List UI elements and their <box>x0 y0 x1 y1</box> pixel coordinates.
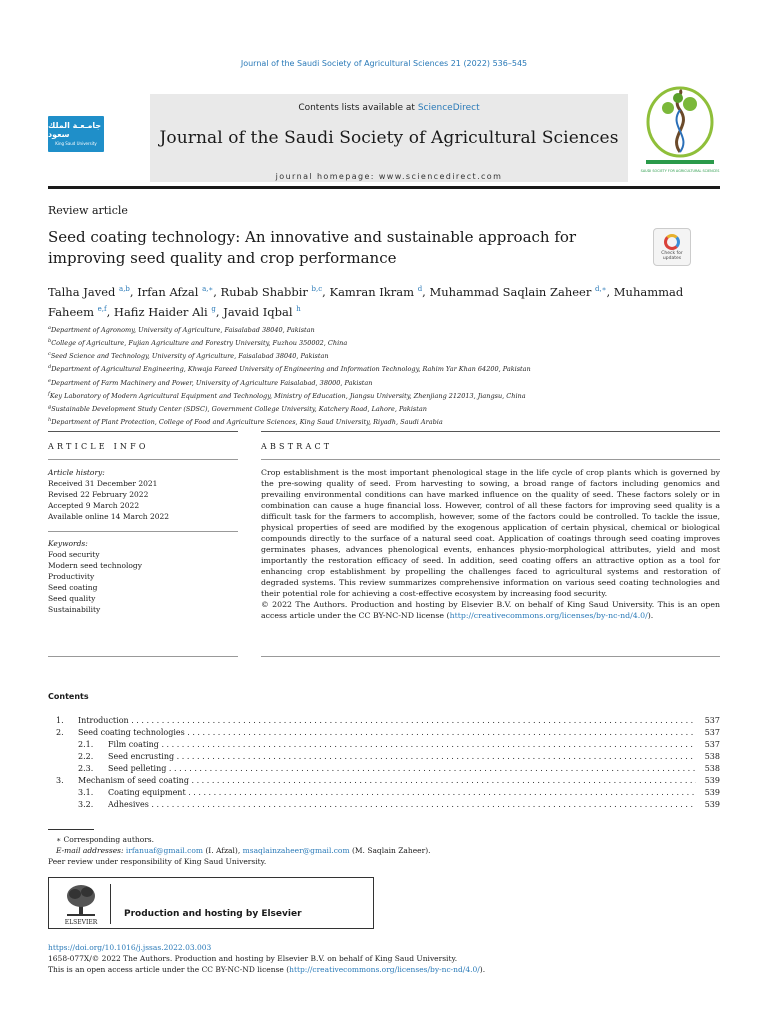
toc-entry[interactable] <box>48 775 720 787</box>
article-info-rule <box>48 431 238 432</box>
author-affiliation-marker[interactable]: d,∗ <box>595 285 607 293</box>
affiliation-item <box>48 362 720 375</box>
affiliation-marker: b <box>48 338 52 345</box>
bottom-meta <box>48 942 720 975</box>
masthead-rule <box>48 186 720 189</box>
homepage-url[interactable]: www.sciencedirect.com <box>378 172 503 181</box>
affiliation-text: College of Agriculture, Fujian Agriculture and Forestry University, Fuzhou 350002, China <box>51 339 348 348</box>
toc-number: 2. <box>56 728 64 737</box>
affiliation-marker: e <box>48 377 51 384</box>
affiliation-text: Department of Farm Machinery and Power, University of Agriculture Faisalabad, 38000, Pakistan <box>50 378 373 387</box>
keyword-item: Food security <box>48 550 100 559</box>
elsevier-logo-text: ELSEVIER <box>64 919 98 926</box>
abstract-subrule <box>261 459 720 460</box>
oa-end: ). <box>479 965 486 974</box>
toc-entry[interactable] <box>48 727 720 739</box>
abstract-heading: ABSTRACT <box>261 442 333 451</box>
toc-number: 3.2. <box>78 800 94 809</box>
affiliation-item <box>48 323 720 336</box>
open-access-line <box>48 964 720 975</box>
journal-homepage-line <box>150 172 628 181</box>
elsevier-divider <box>110 884 111 924</box>
affiliation-list <box>48 323 720 428</box>
toc-page-number: 537 <box>704 728 720 737</box>
abstract-rule <box>261 431 720 432</box>
elsevier-production-text: Production and hosting by Elsevier <box>124 909 302 919</box>
toc-page-number: 538 <box>704 764 720 773</box>
saudi-society-logo <box>638 86 722 178</box>
author-list: Talha Javed $^{a,b}$, Irfan Afzal $^{a,∗}$, Rubab Shabbir $^{b,c}$, Kamran Ikram $^d$, Muhammad Saqlain Zaheer $^{d,∗}$, Muhammad Faheem $^{e,f}$, Hafiz Haider Ali $^g$, Javaid Iqbal $^h$ <box>48 284 684 319</box>
contents-prefix: Contents lists available at <box>298 103 415 113</box>
affiliation-text: Sustainable Development Study Center (SDSC), Government College University, Katchery Road, Lahore, Pakistan <box>51 405 427 414</box>
affiliation-item <box>48 402 720 415</box>
journal-title: Journal of the Saudi Society of Agricultural Sciences <box>159 128 619 148</box>
toc-title[interactable]: Seed pelleting . . . <box>108 763 696 775</box>
author-name: Talha Javed <box>48 284 116 299</box>
affiliation-marker: c <box>48 351 51 358</box>
affiliation-marker: d <box>48 364 52 371</box>
keyword-item: Modern seed technology <box>48 561 142 570</box>
author-name: Muhammad Faheem <box>48 284 684 319</box>
article-history <box>48 467 238 522</box>
email-link-zaheer[interactable]: msaqlainzaheer@gmail.com <box>242 846 350 855</box>
author-name: Muhammad Saqlain Zaheer <box>429 284 592 299</box>
toc-title[interactable]: Introduction . . . <box>78 715 696 727</box>
toc-entry[interactable] <box>48 787 720 799</box>
history-item: Available online 14 March 2022 <box>48 512 170 521</box>
license-link[interactable]: http://creativecommons.org/licenses/by-nc-nd/4.0/ <box>449 611 648 620</box>
affiliation-item <box>48 389 720 402</box>
article-info-heading: ARTICLE INFO <box>48 442 149 451</box>
keyword-list <box>48 549 238 615</box>
affiliation-marker: g <box>48 403 52 410</box>
toc-entry[interactable] <box>48 751 720 763</box>
affiliation-text: Key Laboratory of Modern Agricultural Equipment and Technology, Ministry of Education, Jiangsu University, Zhenjiang 212013, Jiangsu, China <box>49 391 526 400</box>
ksu-logo-english: King Saud University <box>55 141 97 147</box>
article-info-subrule <box>48 459 238 460</box>
email-name-afzal: (I. Afzal), <box>205 846 241 855</box>
keywords-label: Keywords: <box>48 539 88 548</box>
author-name: Javaid Iqbal <box>223 304 293 319</box>
affiliation-item <box>48 376 720 389</box>
author-name: Irfan Afzal <box>137 284 199 299</box>
toc-entry[interactable] <box>48 715 720 727</box>
keyword-item: Sustainability <box>48 605 101 614</box>
elsevier-tree-logo <box>57 882 105 926</box>
keywords-block <box>48 538 238 615</box>
copyright-end: ). <box>647 611 654 620</box>
author-affiliation-marker[interactable]: a,b <box>119 285 130 293</box>
check-for-updates-badge[interactable] <box>653 228 691 266</box>
article-type: Review article <box>48 204 128 217</box>
table-of-contents <box>48 715 720 811</box>
affiliation-marker: a <box>48 325 51 331</box>
toc-number: 1. <box>56 716 64 725</box>
email-name-zaheer: (M. Saqlain Zaheer). <box>351 846 431 855</box>
affiliation-item <box>48 349 720 362</box>
toc-number: 2.3. <box>78 764 94 773</box>
toc-page-number: 539 <box>704 776 720 785</box>
history-label: Article history: <box>48 468 105 477</box>
history-item: Revised 22 February 2022 <box>48 490 149 499</box>
author-name: Kamran Ikram <box>329 284 415 299</box>
keywords-rule <box>48 531 238 532</box>
toc-page-number: 537 <box>704 740 720 749</box>
email-link-afzal[interactable]: irfanuaf@gmail.com <box>125 846 203 855</box>
corresponding-note: ∗ Corresponding authors. <box>56 835 155 844</box>
society-logo-text: SAUDI SOCIETY FOR AGRICULTURAL SCIENCES <box>640 169 720 173</box>
contents-available-line <box>150 103 628 113</box>
homepage-prefix: journal homepage: <box>275 172 375 181</box>
abstract-text: Crop establishment is the most important phenological stage in the life cycle of crop plants which is governed by the pre-sowing quality of seed. From harvesting to sowing, a broad range of factors including genomics and prevailing environmental conditions can have marked influence on the quality of seed. These factors solely or in combination can cause a huge financial loss. However, control of all these factors for improving seed quality is a difficult task for the farmers to accomplish, however, some of the factors could be controlled. To tackle the issue, physical properties of seed are modified by the exogenous application of certain physical, chemical or biological compounds directly to the surface of a natural seed coat. Application of coatings through seed coating improves germinates phases, advances phenological events, enhances physio-morphological attributes, yield and most importantly the restoration efficacy of seed. In addition, seed coating offers an attractive option as a tool for enhancing crop establishment by propelling the challenges faced to agricultural systems and restoration of degraded systems. This review summarizes comprehensive information on various seed coating technologies and their potential role for achieving a cost-effective ecosystem by increasing food security. <box>261 468 720 598</box>
keyword-item: Productivity <box>48 572 95 581</box>
author-affiliation-marker[interactable]: a,∗ <box>202 285 214 293</box>
contents-title: Contents <box>48 692 89 701</box>
toc-number: 2.1. <box>78 740 94 749</box>
toc-page-number: 537 <box>704 716 720 725</box>
affiliation-marker: f <box>48 390 50 397</box>
history-list <box>48 478 238 522</box>
author-affiliation-marker[interactable]: h <box>296 304 301 313</box>
toc-title[interactable]: Seed coating technologies . . . <box>78 727 696 739</box>
toc-number: 3.1. <box>78 788 94 797</box>
keyword-item: Seed coating <box>48 583 98 592</box>
check-updates-icon <box>664 234 680 250</box>
toc-entry[interactable] <box>48 763 720 775</box>
affiliation-text: Department of Agronomy, University of Agriculture, Faisalabad 38040, Pakistan <box>50 326 315 335</box>
email-label: E-mail addresses: <box>56 846 124 855</box>
article-title: Seed coating technology: An innovative and sustainable approach for improving seed quality and crop performance <box>48 228 577 267</box>
author-affiliation-marker[interactable]: b,c <box>311 285 323 293</box>
info-end-rule <box>48 656 238 657</box>
peer-review-note: Peer review under responsibility of King Saud University. <box>48 857 267 866</box>
author-affiliation-marker[interactable]: g <box>211 304 216 313</box>
ksu-logo-arabic: جامـعـة الملك سعود <box>48 120 102 139</box>
footnotes <box>48 834 720 867</box>
abstract-end-rule <box>261 656 720 657</box>
copyright-text: © 2022 The Authors. Production and hosting by Elsevier B.V. on behalf of King Saud University. This is an open access article under the CC BY-NC-ND license ( <box>261 600 720 620</box>
toc-page-number: 539 <box>704 788 720 797</box>
sciencedirect-link[interactable]: ScienceDirect <box>417 103 480 113</box>
toc-title[interactable]: Adhesives . . . <box>108 799 696 811</box>
journal-citation[interactable]: Journal of the Saudi Society of Agricultural Sciences 21 (2022) 536–545 <box>240 59 528 68</box>
toc-title[interactable]: Film coating . . . <box>108 739 696 751</box>
king-saud-university-logo <box>48 116 104 152</box>
oa-license-link[interactable]: http://creativecommons.org/licenses/by-nc-nd/4.0/ <box>289 965 480 974</box>
doi-link[interactable]: https://doi.org/10.1016/j.jssas.2022.03.003 <box>48 943 212 952</box>
toc-number: 2.2. <box>78 752 94 761</box>
toc-page-number: 539 <box>704 800 720 809</box>
keyword-item: Seed quality <box>48 594 96 603</box>
email-line <box>48 845 720 856</box>
oa-prefix: This is an open access article under the CC BY-NC-ND license ( <box>48 965 290 974</box>
history-item: Accepted 9 March 2022 <box>48 501 140 510</box>
history-item: Received 31 December 2021 <box>48 479 158 488</box>
issn-line: 1658-077X/© 2022 The Authors. Production and hosting by Elsevier B.V. on behalf of King Saud University. <box>48 954 458 963</box>
affiliation-marker: h <box>48 417 52 424</box>
affiliation-item <box>48 415 720 428</box>
abstract-copyright <box>261 599 720 621</box>
toc-title[interactable]: Coating equipment . . . <box>108 787 696 799</box>
toc-title[interactable]: Mechanism of seed coating . . . <box>78 775 696 787</box>
masthead <box>48 86 720 190</box>
elsevier-box <box>48 877 374 929</box>
toc-entry[interactable] <box>48 799 720 811</box>
affiliation-item <box>48 336 720 349</box>
author-name: Hafiz Haider Ali <box>113 304 208 319</box>
author-affiliation-marker[interactable]: d <box>417 285 423 293</box>
check-updates-text: Check for updates <box>661 250 683 261</box>
affiliation-text: Department of Agricultural Engineering, Khwaja Fareed University of Engineering and Information Technology, Rahim Yar Khan 64200, Pakistan <box>51 365 531 374</box>
footnote-rule <box>48 829 94 830</box>
toc-title[interactable]: Seed encrusting . . . <box>108 751 696 763</box>
author-affiliation-marker[interactable]: e,f <box>97 304 107 313</box>
affiliation-text: Department of Plant Protection, College of Food and Agriculture Sciences, King Saud University, Riyadh, Saudi Arabia <box>51 418 443 427</box>
abstract-body <box>261 467 720 621</box>
toc-page-number: 538 <box>704 752 720 761</box>
affiliation-text: Seed Science and Technology, University of Agriculture, Faisalabad 38040, Pakistan <box>50 352 329 361</box>
author-name: Rubab Shabbir <box>220 284 308 299</box>
journal-header-box <box>150 94 628 182</box>
toc-entry[interactable] <box>48 739 720 751</box>
toc-number: 3. <box>56 776 64 785</box>
